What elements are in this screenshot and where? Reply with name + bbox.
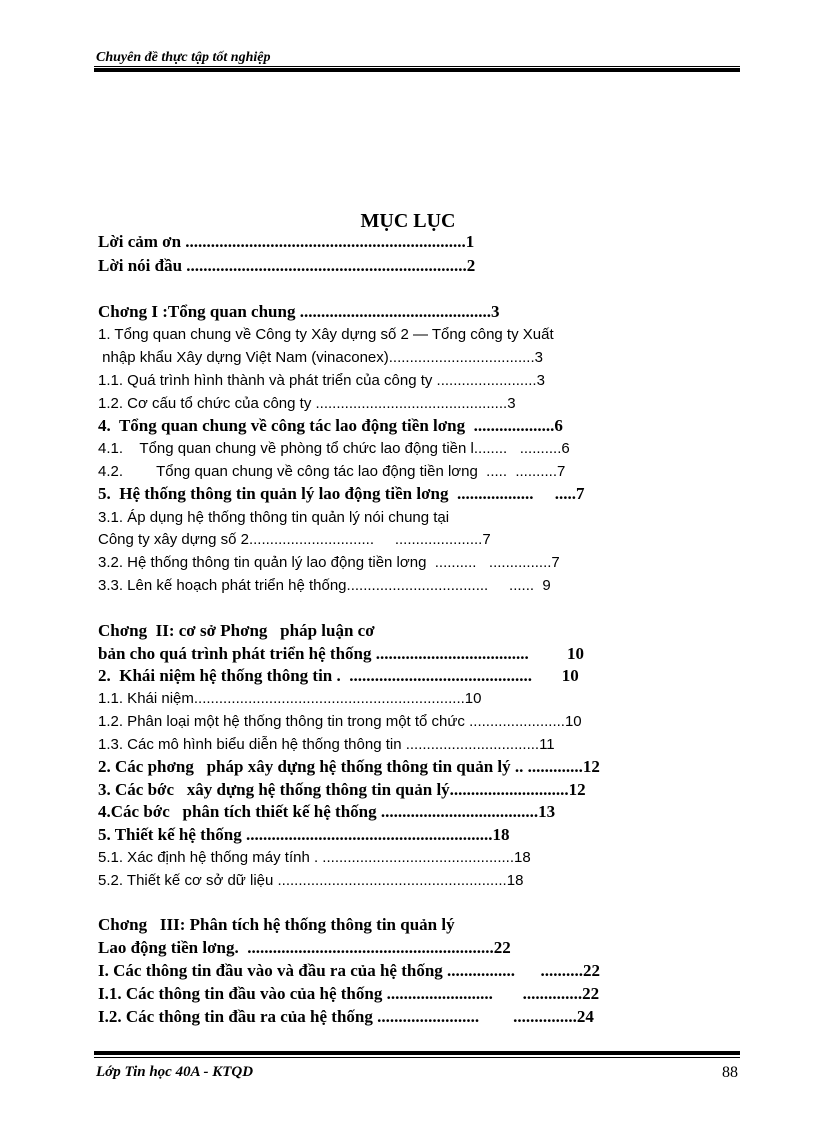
toc-entry: 3.2. Hệ thống thông tin quản lý lao động tiền lơng .......... ...............7 (98, 554, 560, 571)
toc-chapter-3: Chơng III: Phân tích hệ thống thông tin quản lý (98, 915, 455, 934)
toc-entry: 5. Thiết kế hệ thống ..........................................................18 (98, 825, 510, 844)
toc-entry: 4.1. Tổng quan chung về phòng tổ chức lao động tiền l........ ..........6 (98, 440, 570, 457)
toc-chapter-1: Chơng I :Tổng quan chung .............................................3 (98, 302, 500, 321)
toc-entry: I. Các thông tin đầu vào và đầu ra của hệ thống ................ ..........22 (98, 961, 601, 980)
footer-class-label: Lớp Tin học 40A - KTQD (96, 1064, 254, 1080)
toc-chapter-2: Chơng II: cơ sở Phơng pháp luận cơ (98, 621, 375, 640)
header-rule-thin (94, 66, 740, 67)
page-number: 88 (722, 1064, 738, 1081)
toc-entry: 4.Các bớc phân tích thiết kế hệ thống .....................................13 (98, 802, 556, 821)
toc-entry: 1.1. Khái niệm.................................................................10 (98, 690, 482, 707)
toc-entry: 1. Tổng quan chung về Công ty Xây dựng số 2 — Tổng công ty Xuất (98, 326, 554, 343)
toc-entry: Lao động tiền lơng. ..........................................................22 (98, 938, 511, 957)
toc-entry: 3.1. Áp dụng hệ thống thông tin quản lý nói chung tại (98, 509, 450, 526)
page-title: MỤC LỤC (360, 210, 456, 232)
toc-entry: 3. Các bớc xây dựng hệ thống thông tin quản lý............................12 (98, 780, 586, 799)
toc-entry: 5.1. Xác định hệ thống máy tính . ..............................................18 (98, 849, 531, 866)
toc-entry: 1.1. Quá trình hình thành và phát triển của công ty ........................3 (98, 372, 545, 389)
header-title: Chuyên đề thực tập tốt nghiệp (96, 50, 271, 65)
toc-entry: 1.2. Phân loại một hệ thống thông tin trong một tổ chức .......................10 (98, 713, 582, 730)
toc-entry: 3.3. Lên kế hoạch phát triển hệ thống.................................. ...... 9 (98, 577, 551, 594)
toc-entry: Công ty xây dựng số 2.............................. .....................7 (98, 531, 491, 548)
toc-entry: 2. Các phơng pháp xây dựng hệ thống thông tin quản lý .. .............12 (98, 757, 600, 776)
toc-entry: 5.2. Thiết kế cơ sở dữ liệu .......................................................18 (98, 872, 524, 889)
footer-rule-thin (94, 1057, 740, 1058)
toc-entry: nhập khẩu Xây dựng Việt Nam (vinaconex)...................................3 (98, 349, 543, 366)
toc-entry: 5. Hệ thống thông tin quản lý lao động tiền lơng .................. .....7 (98, 484, 585, 503)
toc-entry: I.1. Các thông tin đầu vào của hệ thống ......................... ..............22 (98, 984, 600, 1003)
toc-entry: Lời cảm ơn ..................................................................1 (98, 232, 475, 251)
toc-entry: 1.3. Các mô hình biểu diễn hệ thống thông tin ................................11 (98, 736, 555, 753)
toc-entry: bản cho quá trình phát triển hệ thống .................................... 10 (98, 644, 584, 663)
footer-rule-thick (94, 1051, 740, 1055)
toc-entry: I.2. Các thông tin đầu ra của hệ thống ........................ ...............24 (98, 1007, 594, 1026)
toc-entry: 4. Tổng quan chung về công tác lao động tiền lơng ...................6 (98, 416, 563, 435)
header-rule-thick (94, 68, 740, 72)
toc-entry: 1.2. Cơ cấu tổ chức của công ty ..............................................3 (98, 395, 516, 412)
toc-entry: 4.2. Tổng quan chung về công tác lao động tiền lơng ..... ..........7 (98, 463, 566, 480)
toc-entry: 2. Khái niệm hệ thống thông tin . ........................................... 10 (98, 666, 579, 685)
toc-entry: Lời nói đầu ..................................................................2 (98, 256, 476, 275)
